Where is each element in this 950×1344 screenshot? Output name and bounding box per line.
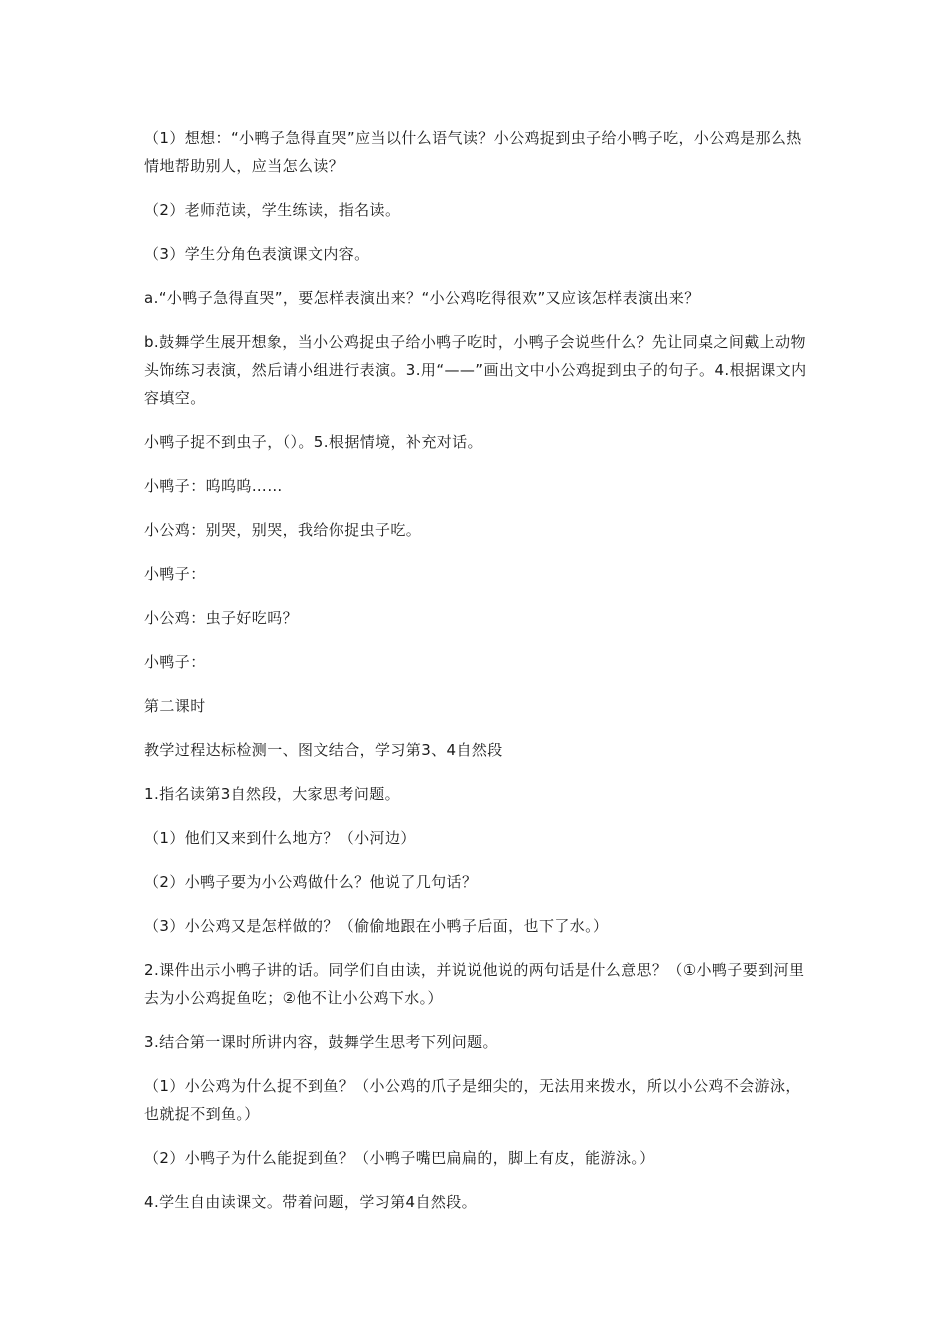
paragraph-19: 3.结合第一课时所讲内容，鼓舞学生思考下列问题。 (144, 1033, 498, 1051)
document-body (144, 124, 808, 1232)
paragraph-14: 1.指名读第3自然段，大家思考问题。 (144, 785, 401, 803)
paragraph-10: 小公鸡：虫子好吃吗？ (144, 609, 299, 627)
paragraph-18: 2.课件出示小鸭子讲的话。同学们自由读，并说说他说的两句话是什么意思？（①小鸭子要到河里去为小公鸡捉鱼吃；②他不让小公鸡下水。） (144, 961, 805, 1007)
paragraph-5: b.鼓舞学生展开想象，当小公鸡捉虫子给小鸭子吃时，小鸭子会说些什么？先让同桌之间戴上动物头饰练习表演，然后请小组进行表演。3.用“——”画出文中小公鸡捉到虫子的句子。4.根据课文内容填空。 (144, 333, 807, 407)
section-heading: 第二课时 (144, 697, 206, 715)
paragraph-4: a.“小鸭子急得直哭”，要怎样表演出来？“小公鸡吃得很欢”又应该怎样表演出来？ (144, 289, 700, 307)
paragraph-1: （1）想想：“小鸭子急得直哭”应当以什么语气读？小公鸡捉到虫子给小鸭子吃，小公鸡是那么热情地帮助别人，应当怎么读？ (144, 129, 802, 175)
paragraph-6: 小鸭子捉不到虫子，（）。5.根据情境，补充对话。 (144, 433, 483, 451)
paragraph-16: （2）小鸭子要为小公鸡做什么？他说了几句话？ (144, 873, 478, 891)
paragraph-8: 小公鸡：别哭，别哭，我给你捉虫子吃。 (144, 521, 422, 539)
paragraph-7: 小鸭子：呜呜呜…… (144, 477, 283, 495)
paragraph-17: （3）小公鸡又是怎样做的？（偷偷地跟在小鸭子后面，也下了水。） (144, 917, 609, 935)
paragraph-20: （1）小公鸡为什么捉不到鱼？（小公鸡的爪子是细尖的，无法用来拨水，所以小公鸡不会游泳，也就捉不到鱼。） (144, 1077, 801, 1123)
paragraph-21: （2）小鸭子为什么能捉到鱼？（小鸭子嘴巴扁扁的，脚上有皮，能游泳。） (144, 1149, 655, 1167)
paragraph-13: 教学过程达标检测一、图文结合，学习第3、4自然段 (144, 741, 503, 759)
paragraph-15: （1）他们又来到什么地方？（小河边） (144, 829, 416, 847)
paragraph-9: 小鸭子： (144, 565, 206, 583)
paragraph-2: （2）老师范读，学生练读，指名读。 (144, 201, 401, 219)
paragraph-22: 4.学生自由读课文。带着问题，学习第4自然段。 (144, 1193, 478, 1211)
paragraph-11: 小鸭子： (144, 653, 206, 671)
paragraph-3: （3）学生分角色表演课文内容。 (144, 245, 370, 263)
